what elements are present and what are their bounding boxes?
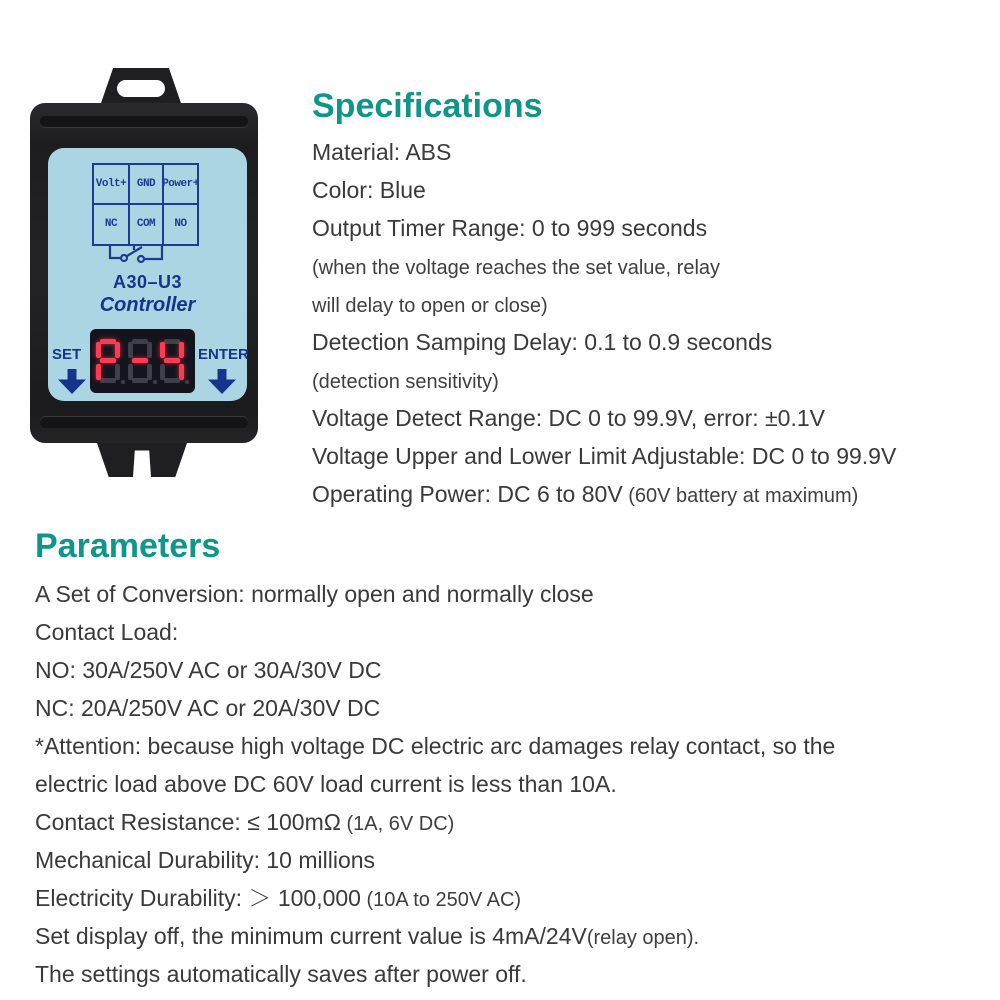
relay-schematic-icon [92, 244, 222, 270]
param-line: Electricity Durability: ＞ 100,000 (10A to 250V AC) [35, 885, 522, 911]
display-decimal-point [185, 380, 189, 384]
spec-line: Detection Samping Delay: 0.1 to 0.9 seconds [312, 329, 773, 355]
specifications-section [312, 86, 992, 515]
display-decimal-point [121, 380, 125, 384]
mounting-feet [97, 443, 187, 477]
set-button-label[interactable]: SET [52, 346, 82, 363]
spec-line: Voltage Detect Range: DC 0 to 99.9V, error: ±0.1V [312, 405, 825, 431]
param-line: electric load above DC 60V load current is less than 10A. [35, 771, 617, 797]
param-line: NO: 30A/250V AC or 30A/30V DC [35, 657, 382, 683]
spec-line: (detection sensitivity) [312, 371, 499, 393]
param-line: Contact Resistance: ≤ 100mΩ (1A, 6V DC) [35, 809, 455, 835]
mounting-tab [100, 68, 182, 106]
specifications-title: Specifications [312, 87, 543, 125]
param-line: NC: 20A/250V AC or 20A/30V DC [35, 695, 381, 721]
specifications-lines [312, 135, 992, 515]
terminal-no: NO [174, 218, 187, 231]
parameters-title: Parameters [35, 527, 221, 565]
display-digit [128, 339, 152, 383]
terminal-com: COM [130, 205, 164, 245]
enter-down-arrow-icon[interactable] [208, 369, 236, 394]
param-line: Contact Load: [35, 619, 179, 645]
param-line: A Set of Conversion: normally open and normally close [35, 581, 594, 607]
enter-button-label[interactable]: ENTER [198, 346, 249, 363]
spec-line: Material: ABS [312, 139, 452, 165]
terminal-volt-plus: Volt+ [94, 165, 130, 205]
controller-label: Controller [99, 294, 196, 316]
display-digit [160, 339, 184, 383]
seven-segment-display [90, 329, 195, 393]
top-ridge [40, 116, 248, 127]
terminal-power-plus: Power+ [164, 165, 197, 205]
spec-line: will delay to open or close) [312, 295, 548, 317]
mounting-hole [117, 80, 165, 97]
bottom-ridge [40, 417, 248, 428]
param-line: Mechanical Durability: 10 millions [35, 847, 376, 873]
device-faceplate [48, 148, 247, 401]
parameters-section [35, 526, 995, 995]
spec-line: Operating Power: DC 6 to 80V (60V battery at maximum) [312, 481, 859, 507]
display-digit [96, 339, 120, 383]
spec-line: Voltage Upper and Lower Limit Adjustable: DC 0 to 99.9V [312, 443, 897, 469]
terminal-gnd: GND [130, 165, 164, 205]
param-line: *Attention: because high voltage DC electric arc damages relay contact, so the [35, 733, 836, 759]
device-body [30, 103, 258, 443]
model-number: A30–U3 [112, 272, 183, 292]
spec-line: Output Timer Range: 0 to 999 seconds [312, 215, 708, 241]
voltage-controller-device [30, 68, 258, 477]
spec-line: Color: Blue [312, 177, 426, 203]
terminal-diagram [92, 163, 199, 246]
param-line: Set display off, the minimum current value is 4mA/24V(relay open). [35, 923, 700, 949]
terminal-nc: NC [94, 205, 130, 245]
display-decimal-point [153, 380, 157, 384]
param-line: The settings automatically saves after power off. [35, 961, 527, 987]
set-down-arrow-icon[interactable] [58, 369, 86, 394]
parameters-lines [35, 577, 995, 995]
spec-line: (when the voltage reaches the set value, relay [312, 257, 721, 279]
